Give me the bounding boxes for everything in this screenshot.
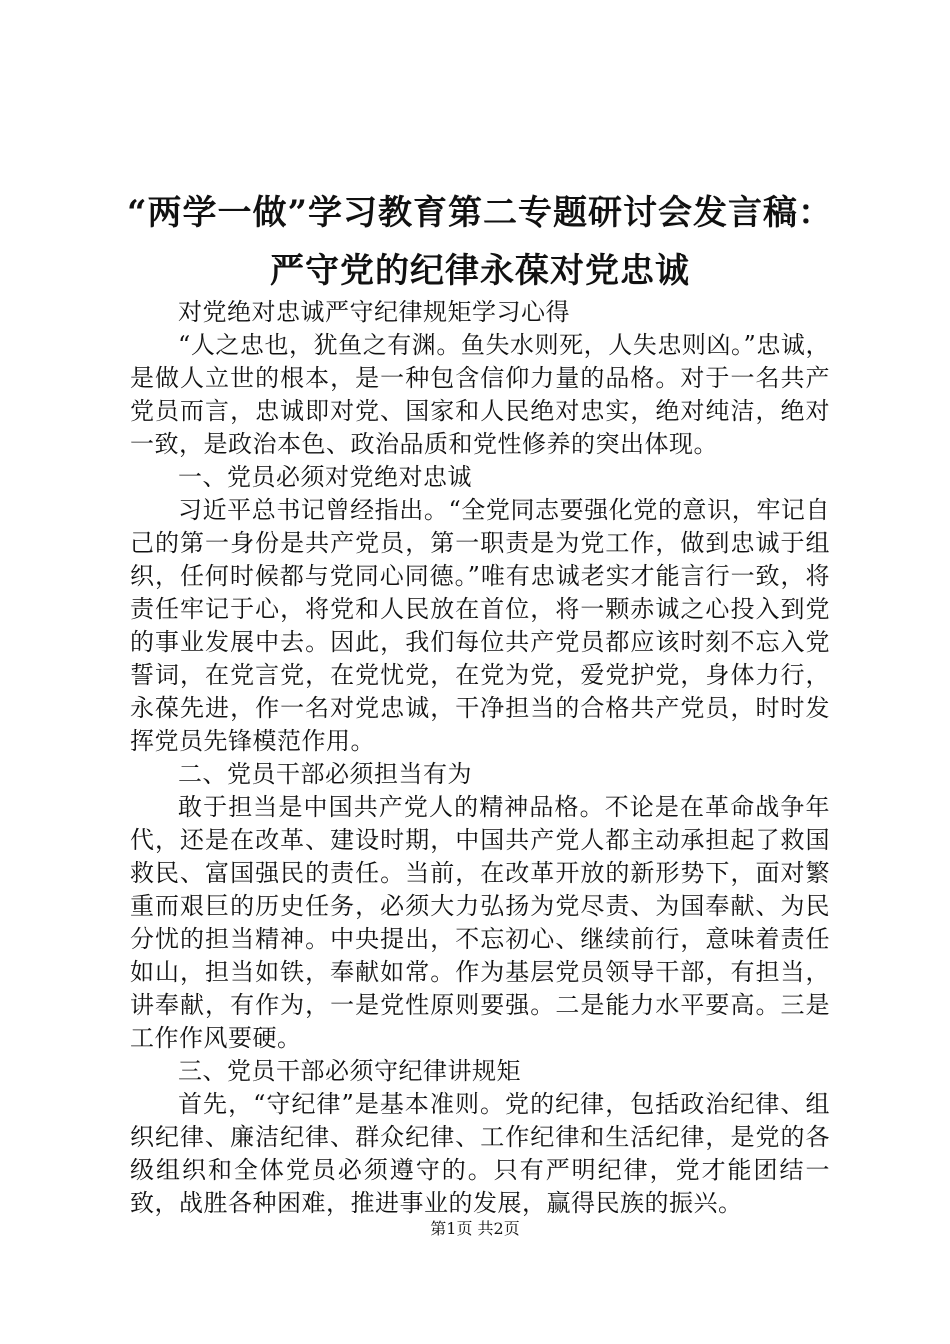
- document-title: [100, 184, 860, 300]
- document-body: [130, 296, 830, 1220]
- title-line-2: 严守党的纪律永葆对党忠诚: [270, 251, 690, 291]
- section-heading: 一、党员必须对党绝对忠诚: [178, 463, 472, 491]
- subtitle-paragraph: 对党绝对忠诚严守纪律规矩学习心得: [178, 298, 570, 326]
- section-heading: 三、党员干部必须守纪律讲规矩: [178, 1057, 521, 1085]
- page-footer: 第1页 共2页: [430, 1219, 520, 1238]
- body-paragraph: 敢于担当是中国共产党人的精神品格。不论是在革命战争年代，还是在改革、建设时期，中国共产党人都主动承担起了救国救民、富国强民的责任。当前，在改革开放的新形势下，面对繁重而艰巨的历史任务，必须大力弘扬为党尽责、为国奉献、为民分忧的担当精神。中央提出，不忘初心、继续前行，意味着责任如山，担当如铁，奉献如常。作为基层党员领导干部，有担当，讲奉献，有作为，一是党性原则要强。二是能力水平要高。三是工作作风要硬。: [130, 793, 830, 1052]
- body-paragraph: “人之忠也，犹鱼之有渊。鱼失水则死，人失忠则凶。”忠诚，是做人立世的根本，是一种包含信仰力量的品格。对于一名共产党员而言，忠诚即对党、国家和人民绝对忠实，绝对纯洁，绝对一致，是政治本色、政治品质和党性修养的突出体现。: [130, 331, 830, 458]
- body-paragraph: 习近平总书记曾经指出。“全党同志要强化党的意识，牢记自己的第一身份是共产党员，第一职责是为党工作，做到忠诚于组织，任何时候都与党同心同德。”唯有忠诚老实才能言行一致，将责任牢记于心，将党和人民放在首位，将一颗赤诚之心投入到党的事业发展中去。因此，我们每位共产党员都应该时刻不忘入党誓词，在党言党，在党忧党，在党为党，爱党护党，身体力行，永葆先进，作一名对党忠诚，干净担当的合格共产党员，时时发挥党员先锋模范作用。: [130, 496, 830, 755]
- body-paragraph: 首先，“守纪律”是基本准则。党的纪律，包括政治纪律、组织纪律、廉洁纪律、群众纪律、工作纪律和生活纪律，是党的各级组织和全体党员必须遵守的。只有严明纪律，党才能团结一致，战胜各种困难，推进事业的发展，赢得民族的振兴。: [130, 1090, 830, 1217]
- title-line-1: “两学一做”学习教育第二专题研讨会发言稿：: [126, 193, 834, 233]
- section-heading: 二、党员干部必须担当有为: [178, 760, 472, 788]
